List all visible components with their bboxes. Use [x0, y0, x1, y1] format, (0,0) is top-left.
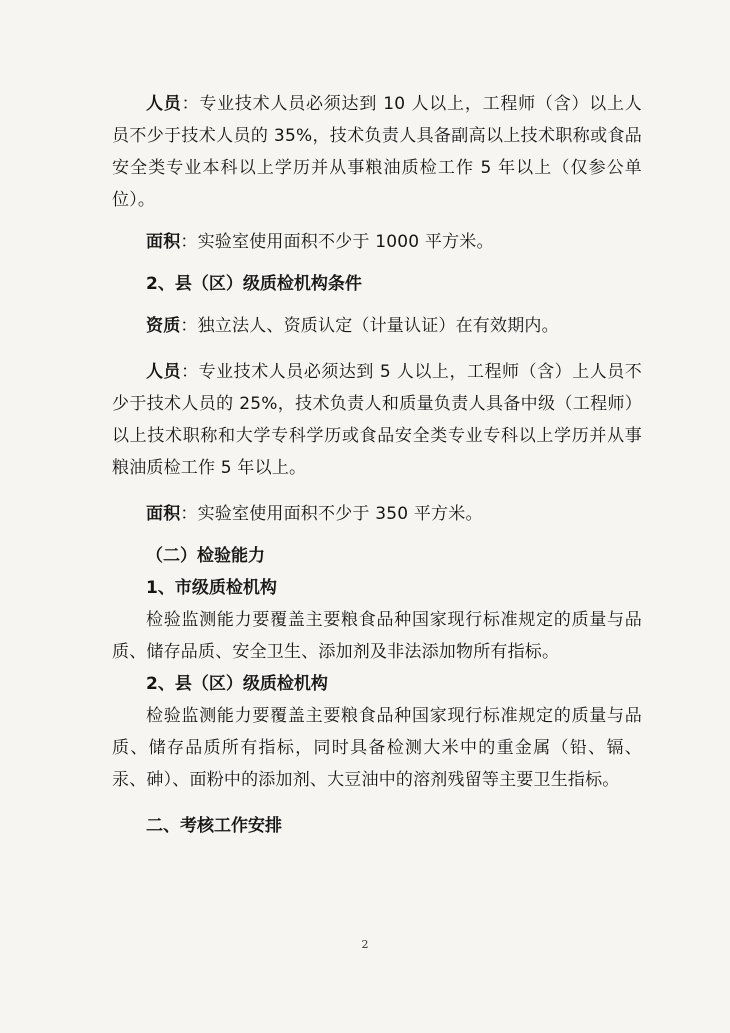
area-text: ：实验室使用面积不少于 350 平方米。	[180, 504, 483, 524]
section-heading-county-conditions: 2、县（区）级质检机构条件	[146, 274, 362, 294]
area-label: 面积	[146, 504, 181, 524]
qualification-requirement-county	[112, 310, 642, 342]
personnel-label: 人员	[146, 362, 182, 382]
personnel-requirement-city	[112, 88, 642, 216]
subsection-heading-county-agency: 2、县（区）级质检机构	[146, 674, 328, 694]
area-requirement-county	[112, 498, 642, 530]
document-body	[112, 88, 642, 842]
qualification-label: 资质	[146, 316, 181, 336]
personnel-requirement-county	[112, 356, 642, 484]
personnel-text: ：专业技术人员必须达到 5 人以上，工程师（含）上人员不少于技术人员的 25%，技术负责人和质量负责人具备中级（工程师）以上技术职称和大学专科学历或食品安全类专业专科以上学历并从事粮油质检工作 5 年以上。	[112, 362, 642, 478]
capability-text-city: 检验监测能力要覆盖主要粮食品种国家现行标准规定的质量与品质、储存品质、安全卫生、添加剂及非法添加物所有指标。	[112, 610, 642, 662]
personnel-text: ：专业技术人员必须达到 10 人以上，工程师（含）以上人员不少于技术人员的 35%，技术负责人具备副高以上技术职称或食品安全类专业本科以上学历并从事粮油质检工作 5 年以上（仅参公单位）。	[112, 94, 642, 210]
area-label: 面积	[146, 232, 181, 252]
personnel-label: 人员	[146, 94, 182, 114]
section-heading-inspection-capability: （二）检验能力	[146, 546, 265, 566]
section-heading-assessment-arrangement: 二、考核工作安排	[146, 816, 282, 836]
capability-text-county: 检验监测能力要覆盖主要粮食品种国家现行标准规定的质量与品质、储存品质所有指标，同时具备检测大米中的重金属（铅、镉、汞、砷）、面粉中的添加剂、大豆油中的溶剂残留等主要卫生指标。	[112, 706, 642, 790]
area-requirement-city	[112, 226, 642, 258]
subsection-heading-city-agency: 1、市级质检机构	[146, 578, 277, 598]
area-text: ：实验室使用面积不少于 1000 平方米。	[180, 232, 494, 252]
page-number: 2	[361, 938, 369, 951]
qualification-text: ：独立法人、资质认定（计量认证）在有效期内。	[180, 316, 559, 336]
